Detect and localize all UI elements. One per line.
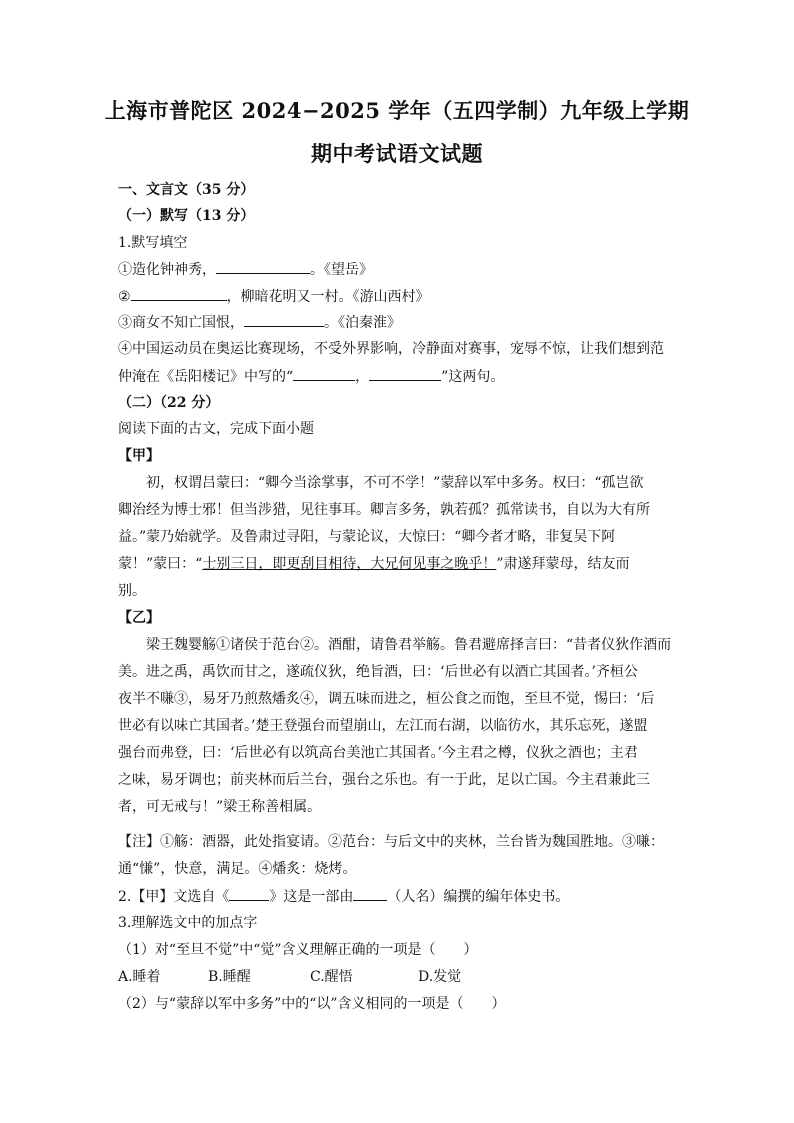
passage-yi-line: 强台而弗登，曰：‘后世必有以筑高台美池亡其国者。’今主君之樽，仪狄之酒也；主君 [118, 745, 638, 761]
jia-underlined-sentence: 士别三日，即更刮目相待，大兄何见事之晚乎！ [202, 556, 497, 572]
answer-blank[interactable] [244, 312, 324, 327]
q1-3-source: 。《泊秦淮》 [324, 315, 401, 331]
annotation-note-line: 通“慊”，快意，满足。④燔炙：烧烤。 [118, 861, 357, 877]
option-d[interactable]: D.发觉 [418, 969, 462, 985]
question-1-item-4-line1: ④中国运动员在奥运比赛现场，不受外界影响，冷静面对赛事，宠辱不惊，让我们想到范 [118, 341, 664, 357]
question-3-title: 3.理解选文中的加点字 [118, 915, 258, 931]
jia-text: 蒙！”蒙曰：“ [118, 556, 203, 572]
option-b[interactable]: B.睡醒 [208, 969, 251, 985]
passage-yi-line: 之味，易牙调也；前夹林而后兰台，强台之乐也。有一于此，足以亡国。今主君兼此三 [118, 772, 650, 788]
passage-jia-line [118, 554, 680, 574]
question-1-title: 1.默写填空 [118, 235, 188, 251]
jia-text: ”肃遂拜蒙母，结友而 [496, 556, 630, 572]
passage-jia-label: 【甲】 [118, 448, 160, 464]
answer-blank[interactable] [229, 886, 269, 901]
answer-blank[interactable] [293, 366, 355, 381]
question-1-item-1 [118, 259, 680, 280]
passage-jia-line: 卿治经为博士邪！但当涉猎，见往事耳。卿言多务，孰若孤？孤常读书，自以为大有所 [118, 502, 650, 518]
q2-text: 》这是一部由 [269, 889, 354, 905]
question-1-item-3 [118, 312, 680, 333]
q2-text: （人名）编撰的编年体史书。 [387, 889, 570, 905]
question-3-1: （1）对“至旦不觉”中“觉”含义理解正确的一项是（ ） [118, 942, 478, 958]
question-3-1-options [118, 967, 680, 987]
q1-1-text: ①造化钟神秀， [118, 262, 216, 278]
q1-3-text: ③商女不知亡国恨， [118, 315, 244, 331]
passage-yi-line: 夜半不嗛③，易牙乃煎熬燔炙④，调五味而进之，桓公食之而饱，至旦不觉，惕曰：‘后 [118, 691, 655, 707]
passage-jia-line: 益。”蒙乃始就学。及鲁肃过寻阳，与蒙论议，大惊曰：“卿今者才略，非复吴下阿 [118, 529, 616, 545]
answer-blank[interactable] [216, 259, 310, 274]
reading-instructions: 阅读下面的古文，完成下面小题 [118, 421, 314, 437]
passage-jia-line: 别。 [118, 583, 146, 599]
q1-1-source: 。《望岳》 [310, 262, 373, 278]
answer-blank[interactable] [131, 286, 227, 301]
passage-yi-line: 世必有以味亡其国者。’楚王登强台而望崩山，左江而右湖，以临彷水，其乐忘死，遂盟 [118, 718, 648, 734]
question-2 [118, 886, 680, 907]
q1-2-num: ② [118, 289, 131, 305]
exam-title-line1: 上海市普陀区 2024−2025 学年（五四学制）九年级上学期 [104, 98, 690, 123]
passage-yi-line: 梁王魏婴觞①诸侯于范台②。酒酣，请鲁君举觞。鲁君避席择言曰：“昔者仪狄作酒而 [146, 637, 672, 653]
passage-yi-label: 【乙】 [118, 610, 160, 626]
subsection-dictation: （一）默写（13 分） [118, 208, 255, 224]
answer-blank[interactable] [369, 366, 441, 381]
passage-yi-line: 美。进之禹，禹饮而甘之，遂疏仪狄，绝旨酒，曰：‘后世必有以酒亡其国者。’齐桓公 [118, 664, 638, 680]
q2-text: 2.【甲】文选自《 [118, 889, 230, 905]
annotation-note-line: 【注】①觞：酒器，此处指宴请。②范台：与后文中的夹林，兰台皆为魏国胜地。③嗛： [118, 834, 664, 850]
passage-jia-line: 初，权谓吕蒙曰：“卿今当涂掌事，不可不学！”蒙辞以军中多务。权曰：“孤岂欲 [146, 475, 644, 491]
q1-4-comma: ， [355, 369, 370, 385]
answer-blank[interactable] [353, 886, 387, 901]
section-heading-classical: 一、文言文（35 分） [118, 182, 255, 198]
question-1-item-4-line2 [118, 366, 680, 387]
question-1-item-2 [118, 286, 680, 307]
option-a[interactable]: A.睡着 [118, 969, 161, 985]
question-3-2: （2）与“蒙辞以军中多务”中的“以”含义相同的一项是（ ） [118, 996, 506, 1012]
q1-4-text: 仲淹在《岳阳楼记》中写的“ [118, 369, 294, 385]
subsection-reading: （二）（22 分） [118, 395, 220, 411]
passage-yi-line: 者，可无戒与！”梁王称善相属。 [118, 799, 322, 815]
exam-title-line2: 期中考试语文试题 [311, 141, 483, 166]
option-c[interactable]: C.醒悟 [310, 969, 353, 985]
q1-2-text: ，柳暗花明又一村。《游山西村》 [226, 289, 430, 305]
q1-4-end: ”这两句。 [441, 369, 505, 385]
